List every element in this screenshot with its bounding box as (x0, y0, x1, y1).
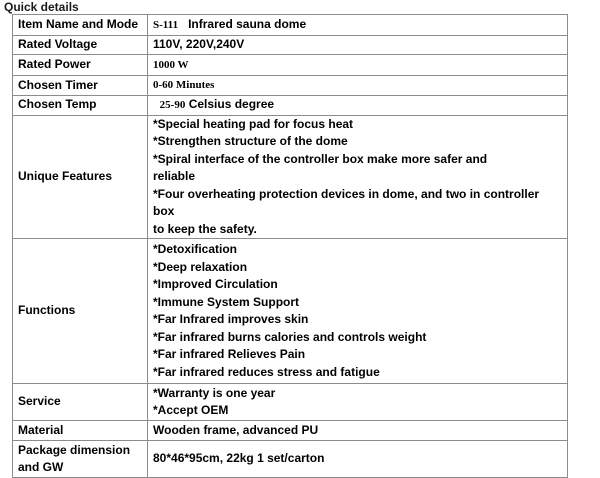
table-row (13, 55, 568, 76)
row-label: Item Name and Mode (13, 15, 148, 36)
function-line: *Immune System Support (153, 294, 300, 309)
section-heading: Quick details (4, 0, 79, 14)
row-value (148, 55, 568, 76)
label-line: and GW (18, 460, 64, 474)
table-row (13, 239, 568, 384)
row-value: 80*46*95cm, 22kg 1 set/carton (148, 441, 568, 478)
row-value (148, 95, 568, 115)
model-code: S-111 (153, 18, 179, 31)
table-row (13, 15, 568, 36)
feature-line: *Special heating pad for focus heat (153, 116, 354, 131)
label-line: Package dimension (18, 442, 131, 457)
temp-unit: Celsius degree (188, 96, 275, 111)
function-line: *Far Infrared improves skin (153, 312, 309, 326)
table-row (13, 384, 568, 421)
row-label: Rated Power (13, 55, 148, 76)
feature-line: *Four overheating protection devices in dome, and two in controller box (153, 186, 540, 218)
power-value: 1000 W (153, 58, 189, 71)
row-value (148, 115, 568, 239)
function-line: *Far infrared burns calories and controls weight (153, 329, 427, 344)
feature-line: *Strengthen structure of the dome (153, 134, 348, 148)
row-value (148, 15, 568, 36)
feature-line: to keep the safety. (153, 221, 257, 236)
table-row (13, 76, 568, 96)
service-line: *Warranty is one year (153, 385, 276, 400)
row-label: Functions (13, 239, 148, 384)
item-name: Infrared sauna dome (188, 16, 307, 31)
feature-line: reliable (153, 169, 196, 183)
table-row (13, 95, 568, 115)
table-row (13, 115, 568, 239)
function-line: *Deep relaxation (153, 259, 248, 274)
row-value: Wooden frame, advanced PU (148, 421, 568, 441)
table-row (13, 36, 568, 55)
row-value (148, 76, 568, 96)
row-value (148, 239, 568, 384)
row-label (13, 441, 148, 478)
service-line: *Accept OEM (153, 403, 229, 417)
timer-value: 0-60 Minutes (153, 79, 215, 91)
row-label: Unique Features (13, 115, 148, 239)
row-label: Chosen Timer (13, 76, 148, 96)
row-value: 110V, 220V,240V (148, 36, 568, 55)
row-label: Service (13, 384, 148, 421)
feature-line: *Spiral interface of the controller box make more safer and (153, 151, 488, 166)
row-label: Material (13, 421, 148, 441)
function-line: *Detoxification (153, 242, 238, 256)
row-value (148, 384, 568, 421)
spec-table (12, 14, 568, 478)
function-line: *Far infrared Relieves Pain (153, 347, 306, 361)
function-line: *Far infrared reduces stress and fatigue (153, 364, 380, 379)
table-row (13, 421, 568, 441)
row-label: Rated Voltage (13, 36, 148, 55)
row-label: Chosen Temp (13, 95, 148, 115)
table-row (13, 441, 568, 478)
temp-range: 25-90 (159, 98, 186, 111)
function-line: *Improved Circulation (153, 277, 278, 291)
